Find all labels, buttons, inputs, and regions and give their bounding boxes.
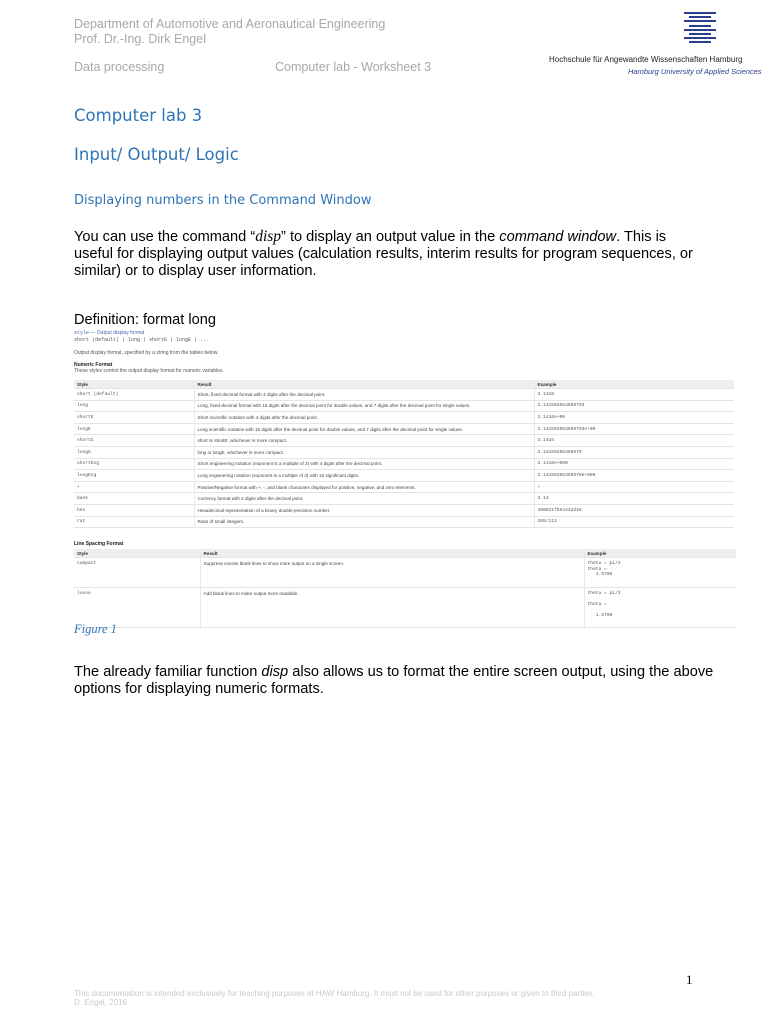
intro-paragraph: [74, 228, 699, 280]
table-row: shortEng Short engineering notation (exponent is a multiple of 3) with 4 digits after the decimal point. 3.1416e+000: [74, 458, 734, 470]
footer-disclaimer: This documentation is intended exclusively for teaching purposes at HAW Hamburg. It must not be used for other purposes or given to third parties.: [74, 989, 595, 998]
outro-paragraph: [74, 664, 714, 698]
outro-text-2: also allows us to format the entire screen output, using the above options for displaying numeric formats.: [74, 664, 714, 697]
numeric-table-header: [74, 380, 734, 389]
intro-disp-command: disp: [255, 228, 282, 245]
outro-disp-function: disp: [261, 664, 289, 680]
intro-text-3: . This is useful for displaying output values (calculation results, interim results for program sequences, or similar) or to display user information.: [74, 229, 693, 279]
topic-title: Input/ Output/ Logic: [74, 145, 239, 164]
page-number: 1: [686, 972, 693, 987]
table-row: + Positive/Negative format with +, -, and blank characters displayed for positive, negative, and zero elements. +: [74, 481, 734, 493]
doc-numeric-title: Numeric Format: [74, 362, 113, 368]
header-style: Style: [74, 380, 194, 389]
table-row: shortG short or shortE, whichever is more compact. 3.1416: [74, 435, 734, 447]
department-name: Department of Automotive and Aeronautical Engineering: [74, 17, 386, 31]
header-result: Result: [200, 549, 584, 558]
line-spacing-table: [74, 549, 736, 628]
spacing-table-header: [74, 549, 736, 558]
doc-numeric-desc: These styles control the output display format for numeric variables.: [74, 368, 224, 374]
outro-text-1: The already familiar function: [74, 664, 262, 680]
table-row: compact Suppress excess blank lines to show more output on a single screen. theta = pi/2 theta = 1.5708: [74, 558, 736, 588]
university-name-de: Hochschule für Angewandte Wissenschaften Hamburg: [549, 55, 743, 64]
doc-style-link: style: [74, 330, 90, 336]
worksheet-name: Computer lab - Worksheet 3: [275, 60, 432, 74]
section-heading: Displaying numbers in the Command Window: [74, 193, 372, 208]
course-name: Data processing: [74, 60, 165, 74]
header-example: Example: [534, 380, 734, 389]
table-row: short (default) Short, fixed-decimal format with 4 digits after the decimal point. 3.1416: [74, 389, 734, 401]
table-row: bank Currency format with 2 digits after the decimal point. 3.14: [74, 493, 734, 505]
figure-caption: Figure 1: [74, 622, 117, 636]
lab-title: Computer lab 3: [74, 106, 203, 125]
intro-text-1: You can use the command “: [74, 229, 256, 245]
header-example: Example: [584, 549, 736, 558]
numeric-format-table: [74, 380, 734, 528]
format-documentation-image: [74, 328, 736, 624]
doc-style-intro: Output display format, specified by a string from the tables below.: [74, 350, 219, 356]
header-result: Result: [194, 380, 534, 389]
definition-label: Definition: format long: [74, 312, 216, 328]
doc-style-options: short (default) | long | shortE | longE | ...: [74, 337, 210, 343]
table-row: longG long or longE, whichever is more compact. 3.14159265358979: [74, 446, 734, 458]
intro-text-2: ” to display an output value in the: [281, 229, 500, 245]
table-row: longEng Long engineering notation (exponent is a multiple of 3) with 15 significant digits. 3.14159265358979e+000: [74, 470, 734, 482]
table-row: hex Hexadecimal representation of a binary double-precision number. 400921fb54442d18: [74, 504, 734, 516]
university-name-en: Hamburg University of Applied Sciences: [628, 67, 762, 76]
table-row: rat Ratio of small integers. 355/113: [74, 516, 734, 528]
header-style: Style: [74, 549, 200, 558]
table-row: long Long, fixed-decimal format with 15 digits after the decimal point for double values, and 7 digits after the decimal point for single values. 3.141592653589793: [74, 400, 734, 412]
table-row: longE Long scientific notation with 15 digits after the decimal point for double values, and 7 digits after the decimal point for single values. 3.141592653589793e+00: [74, 423, 734, 435]
doc-spacing-title: Line Spacing Format: [74, 541, 124, 547]
doc-style-desc: — Output display format: [89, 330, 145, 336]
table-row: shortE Short scientific notation with 4 digits after the decimal point. 3.1416e+00: [74, 412, 734, 424]
table-row: loose Add blank lines to make output more readable. theta = pi/2 theta = 1.5708: [74, 588, 736, 628]
intro-command-window: command window: [499, 229, 617, 245]
doc-style-heading: [74, 330, 144, 336]
footer-author: D. Engel, 2016: [74, 998, 127, 1007]
university-logo: [684, 12, 716, 46]
professor-name: Prof. Dr.-Ing. Dirk Engel: [74, 32, 206, 46]
